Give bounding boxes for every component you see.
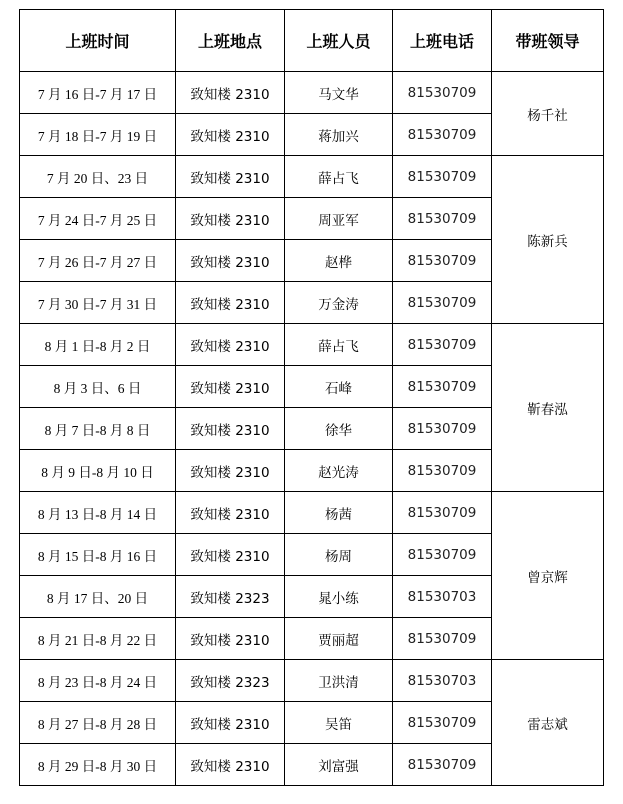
cell-leader: 靳春泓: [492, 324, 604, 492]
table-row: [20, 72, 604, 114]
cell-date: 8 月 3 日、6 日: [20, 366, 176, 408]
header-location: 上班地点: [176, 10, 285, 72]
cell-location: 致知楼 2310: [176, 156, 285, 198]
cell-location: 致知楼 2310: [176, 534, 285, 576]
cell-phone: 81530709: [393, 744, 492, 786]
cell-date: 8 月 1 日-8 月 2 日: [20, 324, 176, 366]
cell-phone: 81530709: [393, 534, 492, 576]
cell-date: 7 月 16 日-7 月 17 日: [20, 72, 176, 114]
cell-phone: 81530709: [393, 366, 492, 408]
cell-leader: 陈新兵: [492, 156, 604, 324]
cell-location: 致知楼 2310: [176, 198, 285, 240]
table-row: [20, 492, 604, 534]
cell-location: 致知楼 2310: [176, 492, 285, 534]
cell-date: 7 月 30 日-7 月 31 日: [20, 282, 176, 324]
cell-phone: 81530709: [393, 72, 492, 114]
duty-schedule-table: [19, 9, 604, 786]
cell-date: 7 月 24 日-7 月 25 日: [20, 198, 176, 240]
cell-person: 杨周: [285, 534, 393, 576]
cell-leader: 杨千社: [492, 72, 604, 156]
cell-location: 致知楼 2310: [176, 744, 285, 786]
cell-phone: 81530709: [393, 324, 492, 366]
header-leader: 带班领导: [492, 10, 604, 72]
cell-person: 马文华: [285, 72, 393, 114]
cell-location: 致知楼 2310: [176, 618, 285, 660]
cell-person: 卫洪清: [285, 660, 393, 702]
cell-person: 晁小练: [285, 576, 393, 618]
cell-date: 8 月 7 日-8 月 8 日: [20, 408, 176, 450]
cell-person: 徐华: [285, 408, 393, 450]
header-row: [20, 10, 604, 72]
cell-leader: 曾京辉: [492, 492, 604, 660]
cell-person: 薛占飞: [285, 324, 393, 366]
cell-date: 8 月 21 日-8 月 22 日: [20, 618, 176, 660]
cell-location: 致知楼 2323: [176, 576, 285, 618]
cell-phone: 81530709: [393, 408, 492, 450]
cell-location: 致知楼 2310: [176, 240, 285, 282]
cell-person: 万金涛: [285, 282, 393, 324]
cell-phone: 81530703: [393, 576, 492, 618]
cell-person: 赵桦: [285, 240, 393, 282]
cell-phone: 81530709: [393, 618, 492, 660]
cell-person: 贾丽超: [285, 618, 393, 660]
cell-phone: 81530703: [393, 660, 492, 702]
cell-date: 7 月 26 日-7 月 27 日: [20, 240, 176, 282]
cell-location: 致知楼 2310: [176, 114, 285, 156]
cell-location: 致知楼 2310: [176, 366, 285, 408]
cell-date: 7 月 18 日-7 月 19 日: [20, 114, 176, 156]
cell-person: 周亚军: [285, 198, 393, 240]
header-date: 上班时间: [20, 10, 176, 72]
cell-phone: 81530709: [393, 114, 492, 156]
cell-date: 8 月 29 日-8 月 30 日: [20, 744, 176, 786]
cell-leader: 雷志斌: [492, 660, 604, 786]
cell-date: 8 月 15 日-8 月 16 日: [20, 534, 176, 576]
cell-person: 杨茜: [285, 492, 393, 534]
cell-date: 8 月 13 日-8 月 14 日: [20, 492, 176, 534]
cell-date: 8 月 9 日-8 月 10 日: [20, 450, 176, 492]
cell-phone: 81530709: [393, 198, 492, 240]
cell-person: 薛占飞: [285, 156, 393, 198]
table-row: [20, 156, 604, 198]
cell-person: 吴笛: [285, 702, 393, 744]
cell-location: 致知楼 2310: [176, 324, 285, 366]
cell-phone: 81530709: [393, 492, 492, 534]
cell-location: 致知楼 2310: [176, 450, 285, 492]
cell-location: 致知楼 2323: [176, 660, 285, 702]
cell-date: 8 月 17 日、20 日: [20, 576, 176, 618]
cell-date: 7 月 20 日、23 日: [20, 156, 176, 198]
cell-location: 致知楼 2310: [176, 408, 285, 450]
cell-location: 致知楼 2310: [176, 702, 285, 744]
cell-person: 蒋加兴: [285, 114, 393, 156]
header-person: 上班人员: [285, 10, 393, 72]
cell-person: 赵光涛: [285, 450, 393, 492]
cell-phone: 81530709: [393, 156, 492, 198]
cell-phone: 81530709: [393, 702, 492, 744]
cell-phone: 81530709: [393, 450, 492, 492]
cell-date: 8 月 27 日-8 月 28 日: [20, 702, 176, 744]
table-row: [20, 324, 604, 366]
cell-location: 致知楼 2310: [176, 72, 285, 114]
cell-location: 致知楼 2310: [176, 282, 285, 324]
cell-phone: 81530709: [393, 240, 492, 282]
cell-person: 石峰: [285, 366, 393, 408]
cell-phone: 81530709: [393, 282, 492, 324]
table-row: [20, 660, 604, 702]
cell-person: 刘富强: [285, 744, 393, 786]
header-phone: 上班电话: [393, 10, 492, 72]
cell-date: 8 月 23 日-8 月 24 日: [20, 660, 176, 702]
